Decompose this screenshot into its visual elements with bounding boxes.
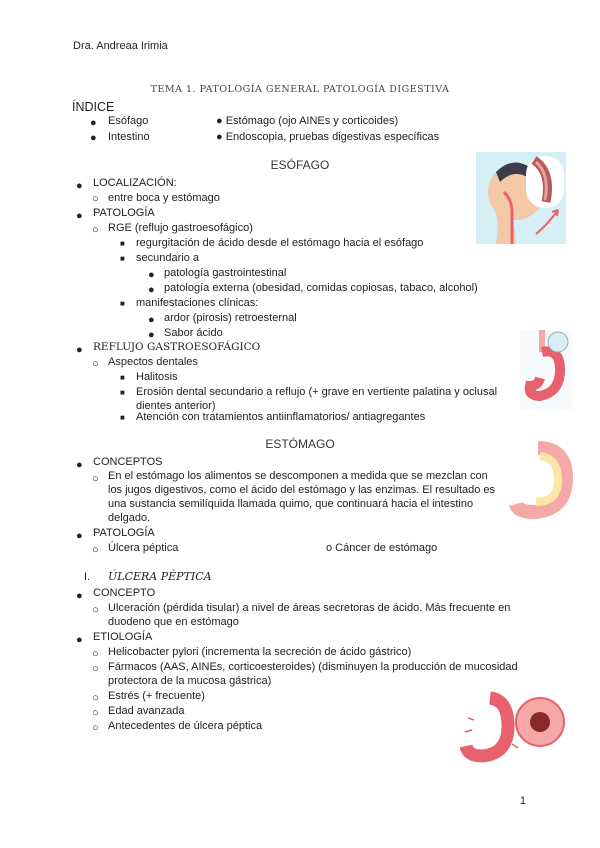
- patologia-item: o Cáncer de estómago: [326, 542, 438, 554]
- conceptos-label: CONCEPTOS: [93, 456, 163, 468]
- index-heading: ÍNDICE: [72, 100, 115, 114]
- index-item: ● Endoscopia, pruebas digestivas específicas: [216, 131, 440, 143]
- etiologia-label: ETIOLOGÍA: [93, 631, 153, 643]
- dental-item-cont: dientes anterior): [136, 400, 216, 412]
- stomach-chyme-illustration: [508, 434, 574, 520]
- etiologia-item: Estrés (+ frecuente): [108, 690, 205, 702]
- bullet: ●: [76, 210, 83, 222]
- square-bullet: ■: [120, 299, 125, 308]
- concepto-label: CONCEPTO: [93, 587, 156, 599]
- dot-bullet: ●: [148, 269, 155, 281]
- section-heading-esofago: ESÓFAGO: [270, 158, 330, 172]
- circle-bullet: ○: [92, 692, 99, 704]
- rge-item: RGE (reflujo gastroesofágico): [108, 222, 253, 234]
- bullet: ●: [76, 344, 83, 356]
- circle-bullet: ○: [92, 722, 99, 734]
- dot-bullet: ●: [148, 329, 155, 341]
- index-item: ● Estómago (ojo AINEs y corticoides): [216, 115, 399, 127]
- dot-bullet: ●: [148, 314, 155, 326]
- square-bullet: ■: [120, 413, 125, 422]
- square-bullet: ■: [120, 239, 125, 248]
- etiologia-item: Helicobacter pylori (incrementa la secreción de ácido gástrico): [108, 646, 412, 658]
- square-bullet: ■: [120, 254, 125, 263]
- peptic-ulcer-illustration: [460, 690, 566, 770]
- concepto-line: Ulceración (pérdida tisular) a nivel de áreas secretoras de ácido. Más frecuente en: [108, 602, 511, 614]
- dental-item: Halitosis: [136, 371, 178, 383]
- index-bullet: ●: [90, 132, 97, 144]
- rge-subitem: secundario a: [136, 252, 199, 264]
- ulcera-heading: ÚLCERA PÉPTICA: [108, 570, 212, 583]
- circle-bullet: ○: [92, 224, 99, 236]
- aspectos-dentales: Aspectos dentales: [108, 356, 198, 368]
- index-item-text: Endoscopia, pruebas digestivas específicas: [225, 131, 440, 143]
- etiologia-item: Antecedentes de úlcera péptica: [108, 720, 263, 732]
- manifestaciones-label: manifestaciones clínicas:: [136, 297, 259, 309]
- bullet: ●: [76, 530, 83, 542]
- dental-item: Erosión dental secundario a reflujo (+ grave en vertiente palatina y oclusal: [136, 386, 498, 398]
- patologia-label: PATOLOGÍA: [93, 527, 155, 539]
- square-bullet: ■: [120, 373, 125, 382]
- conceptos-line: delgado.: [108, 512, 151, 524]
- manifestacion-item: ardor (pirosis) retroesternal: [164, 312, 297, 324]
- section-heading-estomago: ESTÓMAGO: [265, 437, 335, 451]
- conceptos-line: En el estómago los alimentos se descomponen a medida que se mezclan con: [108, 470, 488, 482]
- index-item: Intestino: [108, 131, 150, 143]
- circle-bullet: ○: [92, 473, 99, 485]
- rge-subitem: regurgitación de ácido desde el estómago hacia el esófago: [136, 237, 424, 249]
- index-bullet: ●: [90, 117, 97, 129]
- document-title: TEMA 1. PATOLOGÍA GENERAL PATOLOGÍA DIGESTIVA: [150, 84, 450, 95]
- document-header-author: Dra. Andreaa Irimia: [73, 40, 168, 52]
- concepto-line: duodeno que en estómago: [108, 616, 239, 628]
- localizacion-item: entre boca y estómago: [108, 192, 220, 204]
- bullet: ●: [76, 180, 83, 192]
- secundario-item: patología gastrointestinal: [164, 267, 287, 279]
- page-number: 1: [519, 795, 526, 807]
- conceptos-line: una sustancia semilíquida llamada quimo, que continuará hacia el intestino: [108, 498, 474, 510]
- square-bullet: ■: [120, 388, 125, 397]
- stomach-reflux-illustration: [520, 330, 572, 410]
- reflujo-label: REFLUJO GASTROESOFÁGICO: [93, 341, 261, 353]
- secundario-item: patología externa (obesidad, comidas copiosas, tabaco, alcohol): [164, 282, 478, 294]
- bullet: ●: [76, 634, 83, 646]
- etiologia-item: Edad avanzada: [108, 705, 185, 717]
- esophagus-illustration: [476, 152, 566, 244]
- bullet: ●: [76, 459, 83, 471]
- manifestacion-item: Sabor ácido: [164, 327, 223, 339]
- dot-bullet: ●: [148, 284, 155, 296]
- circle-bullet: ○: [92, 707, 99, 719]
- circle-bullet: ○: [92, 358, 99, 370]
- etiologia-item: Fármacos (AAS, AINEs, corticoesteroides) (disminuyen la producción de mucosidad: [108, 661, 518, 673]
- circle-bullet: ○: [92, 544, 99, 556]
- circle-bullet: ○: [92, 604, 99, 616]
- bullet: ●: [76, 590, 83, 602]
- dental-item: Atención con tratamientos antiinflamatorios/ antiagregantes: [136, 411, 426, 423]
- index-item-text: Estómago (ojo AINEs y corticoides): [225, 115, 399, 127]
- circle-bullet: ○: [92, 648, 99, 660]
- localizacion-label: LOCALIZACIÓN:: [93, 177, 177, 189]
- index-item: Esófago: [108, 115, 149, 127]
- ulcera-number: I.: [84, 571, 91, 583]
- patologia-label: PATOLOGÍA: [93, 207, 155, 219]
- etiologia-item-cont: protectora de la mucosa gástrica): [108, 675, 272, 687]
- circle-bullet: ○: [92, 193, 99, 205]
- conceptos-line: los jugos digestivos, como el ácido del estómago y las enzimas. El resultado es: [108, 484, 496, 496]
- patologia-item: Úlcera péptica: [108, 542, 179, 554]
- circle-bullet: ○: [92, 663, 99, 675]
